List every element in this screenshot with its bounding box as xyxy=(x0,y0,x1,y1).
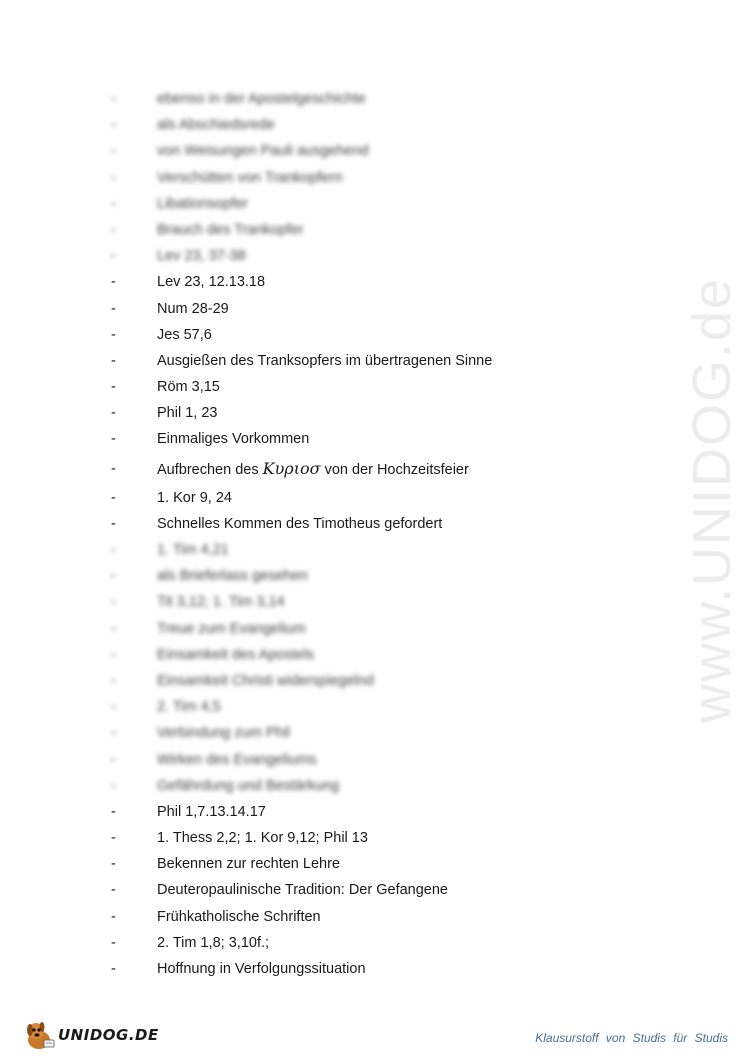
list-bullet-dash: - xyxy=(111,568,116,585)
list-item xyxy=(0,165,700,191)
list-item xyxy=(0,485,700,511)
list-item xyxy=(0,348,700,374)
dog-mascot-icon xyxy=(22,1018,56,1052)
list-bullet-dash: - xyxy=(111,882,116,899)
list-item-text-after: von der Hochzeitsfeier xyxy=(324,461,469,478)
list-item xyxy=(0,112,700,138)
list-item-text: als Brieferlass gesehen xyxy=(157,568,308,585)
list-bullet-dash: - xyxy=(111,143,116,160)
list-item-text: als Abschiedsrede xyxy=(157,117,275,134)
list-item-text: Röm 3,15 xyxy=(157,379,220,396)
list-item xyxy=(0,400,700,426)
watermark: www.UNIDOG.de xyxy=(682,276,742,724)
list-bullet-dash: - xyxy=(111,961,116,977)
list-bullet-dash: - xyxy=(111,405,116,422)
list-bullet-dash: - xyxy=(111,803,116,820)
list-item-text-before: Aufbrechen des xyxy=(157,461,259,478)
list-item-text: Brauch des Trankopfer xyxy=(157,221,304,238)
list-item xyxy=(0,453,700,485)
bullet-list xyxy=(0,86,700,982)
list-item-text: Lev 23, 37-38 xyxy=(157,248,246,265)
list-bullet-dash: - xyxy=(111,169,116,186)
list-bullet-dash: - xyxy=(111,489,116,506)
list-item-text: Verschütten von Trankopfern xyxy=(157,169,343,186)
list-item-text: Hoffnung in Verfolgungssituation xyxy=(157,961,366,977)
list-bullet-dash: - xyxy=(111,751,116,768)
list-bullet-dash: - xyxy=(111,431,116,448)
list-item xyxy=(0,773,700,799)
list-item xyxy=(0,296,700,322)
list-item-text: Gefährdung und Bestärkung xyxy=(157,777,340,794)
list-item xyxy=(0,642,700,668)
list-item xyxy=(0,191,700,217)
list-bullet-dash: - xyxy=(111,856,116,873)
list-item-text: ebenso in der Apostelgeschichte xyxy=(157,91,366,107)
list-item xyxy=(0,86,700,112)
list-item-text: Verbindung zum Phil xyxy=(157,725,290,742)
list-bullet-dash: - xyxy=(111,326,116,343)
list-item-text: Bekennen zur rechten Lehre xyxy=(157,856,340,873)
list-bullet-dash: - xyxy=(111,379,116,396)
list-item-text: Treue zum Evangelium xyxy=(157,620,306,637)
list-item xyxy=(0,825,700,851)
list-bullet-dash: - xyxy=(111,274,116,291)
list-item-text: Phil 1,7.13.14.17 xyxy=(157,803,266,820)
list-item-text: Einsamkeit Christi widerspiegelnd xyxy=(157,672,374,689)
list-item xyxy=(0,374,700,400)
list-bullet-dash: - xyxy=(111,830,116,847)
list-bullet-dash: - xyxy=(111,542,116,558)
list-item xyxy=(0,720,700,746)
list-bullet-dash: - xyxy=(111,620,116,637)
list-bullet-dash: - xyxy=(111,777,116,794)
list-item xyxy=(0,930,700,956)
list-item-text: Ausgießen des Tranksopfers im übertragenen Sinne xyxy=(157,352,493,369)
list-bullet-dash: - xyxy=(111,460,116,477)
list-item-text: Jes 57,6 xyxy=(157,326,212,343)
list-item-text: Phil 1, 23 xyxy=(157,405,218,422)
list-bullet-dash: - xyxy=(111,594,116,611)
list-item-text: Frühkatholische Schriften xyxy=(157,908,321,925)
list-item-text: Lev 23, 12.13.18 xyxy=(157,274,266,291)
list-item xyxy=(0,904,700,930)
list-item-text: Schnelles Kommen des Timotheus gefordert xyxy=(157,515,443,532)
list-item xyxy=(0,511,700,537)
footer-tagline: Klausurstoff von Studis für Studis xyxy=(535,1031,728,1045)
list-item xyxy=(0,799,700,825)
list-item-text: Tit 3,12; 1. Tim 3,14 xyxy=(157,594,285,611)
list-item xyxy=(0,877,700,903)
list-item xyxy=(0,956,700,982)
list-bullet-dash: - xyxy=(111,908,116,925)
list-item-text: Wirken des Evangeliums xyxy=(157,751,317,768)
list-item-text: Deuteropaulinische Tradition: Der Gefangene xyxy=(157,882,448,899)
list-bullet-dash: - xyxy=(111,646,116,663)
list-bullet-dash: - xyxy=(111,91,116,107)
list-bullet-dash: - xyxy=(111,352,116,369)
list-bullet-dash: - xyxy=(111,248,116,265)
list-item-text: 2. Tim 1,8; 3,10f.; xyxy=(157,934,270,951)
list-item-text: von Weisungen Pauli ausgehend xyxy=(157,143,369,160)
list-bullet-dash: - xyxy=(111,934,116,951)
list-item-text: 1. Thess 2,2; 1. Kor 9,12; Phil 13 xyxy=(157,830,368,847)
list-item xyxy=(0,694,700,720)
list-bullet-dash: - xyxy=(111,221,116,238)
list-item xyxy=(0,322,700,348)
list-item xyxy=(0,426,700,452)
list-bullet-dash: - xyxy=(111,725,116,742)
logo-text[interactable]: UNIDOG.DE xyxy=(58,1026,159,1044)
list-bullet-dash: - xyxy=(111,300,116,317)
list-bullet-dash: - xyxy=(111,699,116,716)
list-bullet-dash: - xyxy=(111,515,116,532)
footer-logo xyxy=(22,1018,159,1052)
list-item xyxy=(0,269,700,295)
list-item-text: 1. Kor 9, 24 xyxy=(157,489,232,506)
list-item-text: Num 28-29 xyxy=(157,300,229,317)
list-item xyxy=(0,243,700,269)
list-item xyxy=(0,747,700,773)
list-item-text: 2. Tim 4,5 xyxy=(157,699,221,716)
list-item xyxy=(0,217,700,243)
list-item-text xyxy=(157,453,469,486)
list-item-text: Libationsopfer xyxy=(157,195,249,212)
list-item xyxy=(0,138,700,164)
list-item xyxy=(0,616,700,642)
list-item-text: Einsamkeit des Apostels xyxy=(157,646,315,663)
list-item-text: 1. Tim 4,21 xyxy=(157,542,229,558)
list-item xyxy=(0,563,700,589)
list-bullet-dash: - xyxy=(111,672,116,689)
list-item xyxy=(0,851,700,877)
list-item xyxy=(0,668,700,694)
list-item-text: Einmaliges Vorkommen xyxy=(157,431,310,448)
list-item xyxy=(0,589,700,615)
list-bullet-dash: - xyxy=(111,117,116,134)
list-bullet-dash: - xyxy=(111,195,116,212)
list-item xyxy=(0,537,700,563)
greek-term: Κυριοσ xyxy=(262,458,321,478)
